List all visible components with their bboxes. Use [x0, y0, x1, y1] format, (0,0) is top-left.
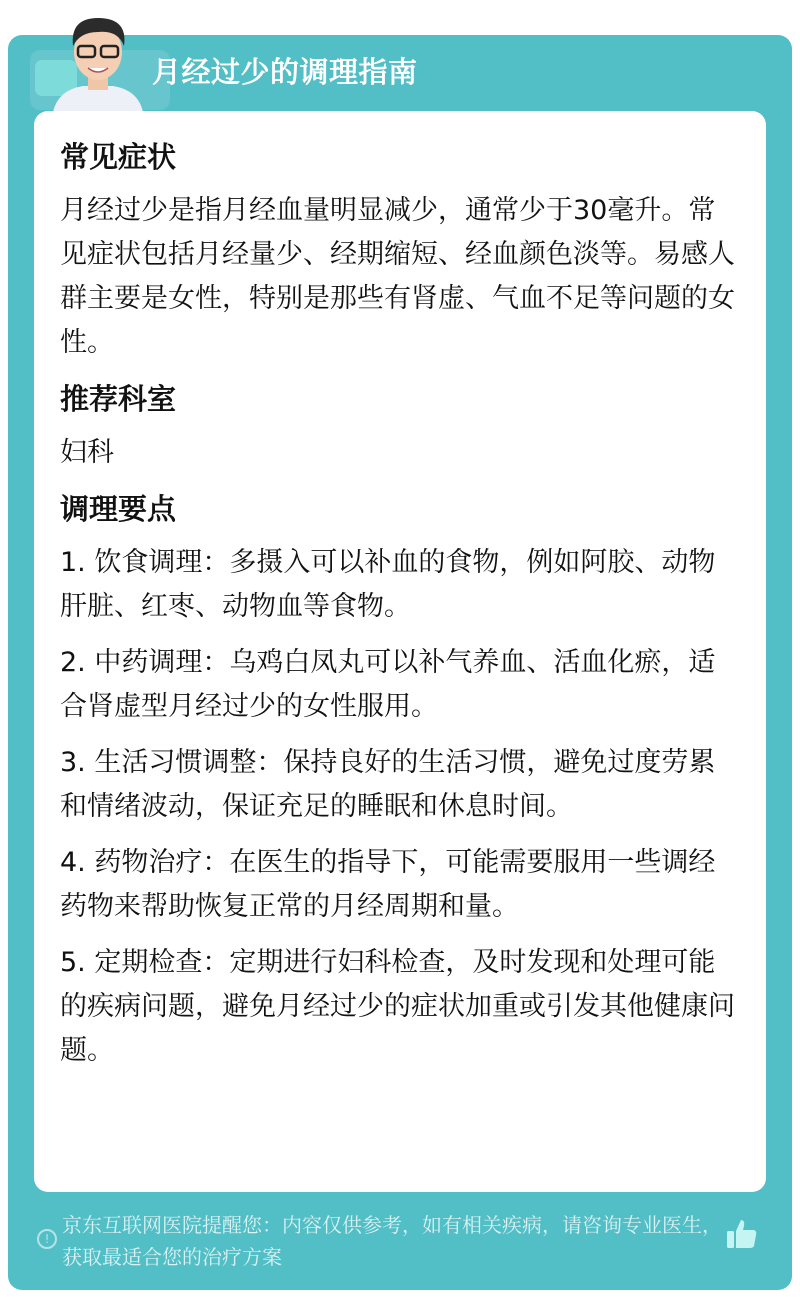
- tip-item: 4. 药物治疗：在医生的指导下，可能需要服用一些调经药物来帮助恢复正常的月经周期和量。: [60, 847, 716, 922]
- tip-item: 5. 定期检查：定期进行妇科检查，及时发现和处理可能的疾病问题，避免月经过少的症状加重或引发其他健康问题。: [60, 947, 735, 1066]
- symptoms-text: 月经过少是指月经血量明显减少，通常少于30毫升。常见症状包括月经量少、经期缩短、经血颜色淡等。易感人群主要是女性，特别是那些有肾虚、气血不足等问题的女性。: [60, 195, 735, 358]
- doctor-avatar-icon: [48, 8, 148, 112]
- section-heading-symptoms: 常见症状: [60, 140, 177, 174]
- content-card: [34, 111, 766, 1192]
- disclaimer-text: 京东互联网医院提醒您：内容仅供参考，如有相关疾病，请咨询专业医生，获取最适合您的治疗方案: [62, 1213, 722, 1269]
- section-heading-tips: 调理要点: [60, 492, 177, 526]
- info-icon: !: [37, 1229, 57, 1249]
- tip-item: 3. 生活习惯调整：保持良好的生活习惯，避免过度劳累和情绪波动，保证充足的睡眠和休息时间。: [60, 747, 716, 822]
- tip-item: 1. 饮食调理：多摄入可以补血的食物，例如阿胶、动物肝脏、红枣、动物血等食物。: [60, 547, 716, 622]
- page-title: 月经过少的调理指南: [152, 55, 418, 89]
- department-text: 妇科: [60, 437, 114, 468]
- section-heading-department: 推荐科室: [60, 382, 177, 416]
- tip-item: 2. 中药调理：乌鸡白凤丸可以补气养血、活血化瘀，适合肾虚型月经过少的女性服用。: [60, 647, 716, 722]
- thumbs-up-icon[interactable]: [726, 1218, 758, 1250]
